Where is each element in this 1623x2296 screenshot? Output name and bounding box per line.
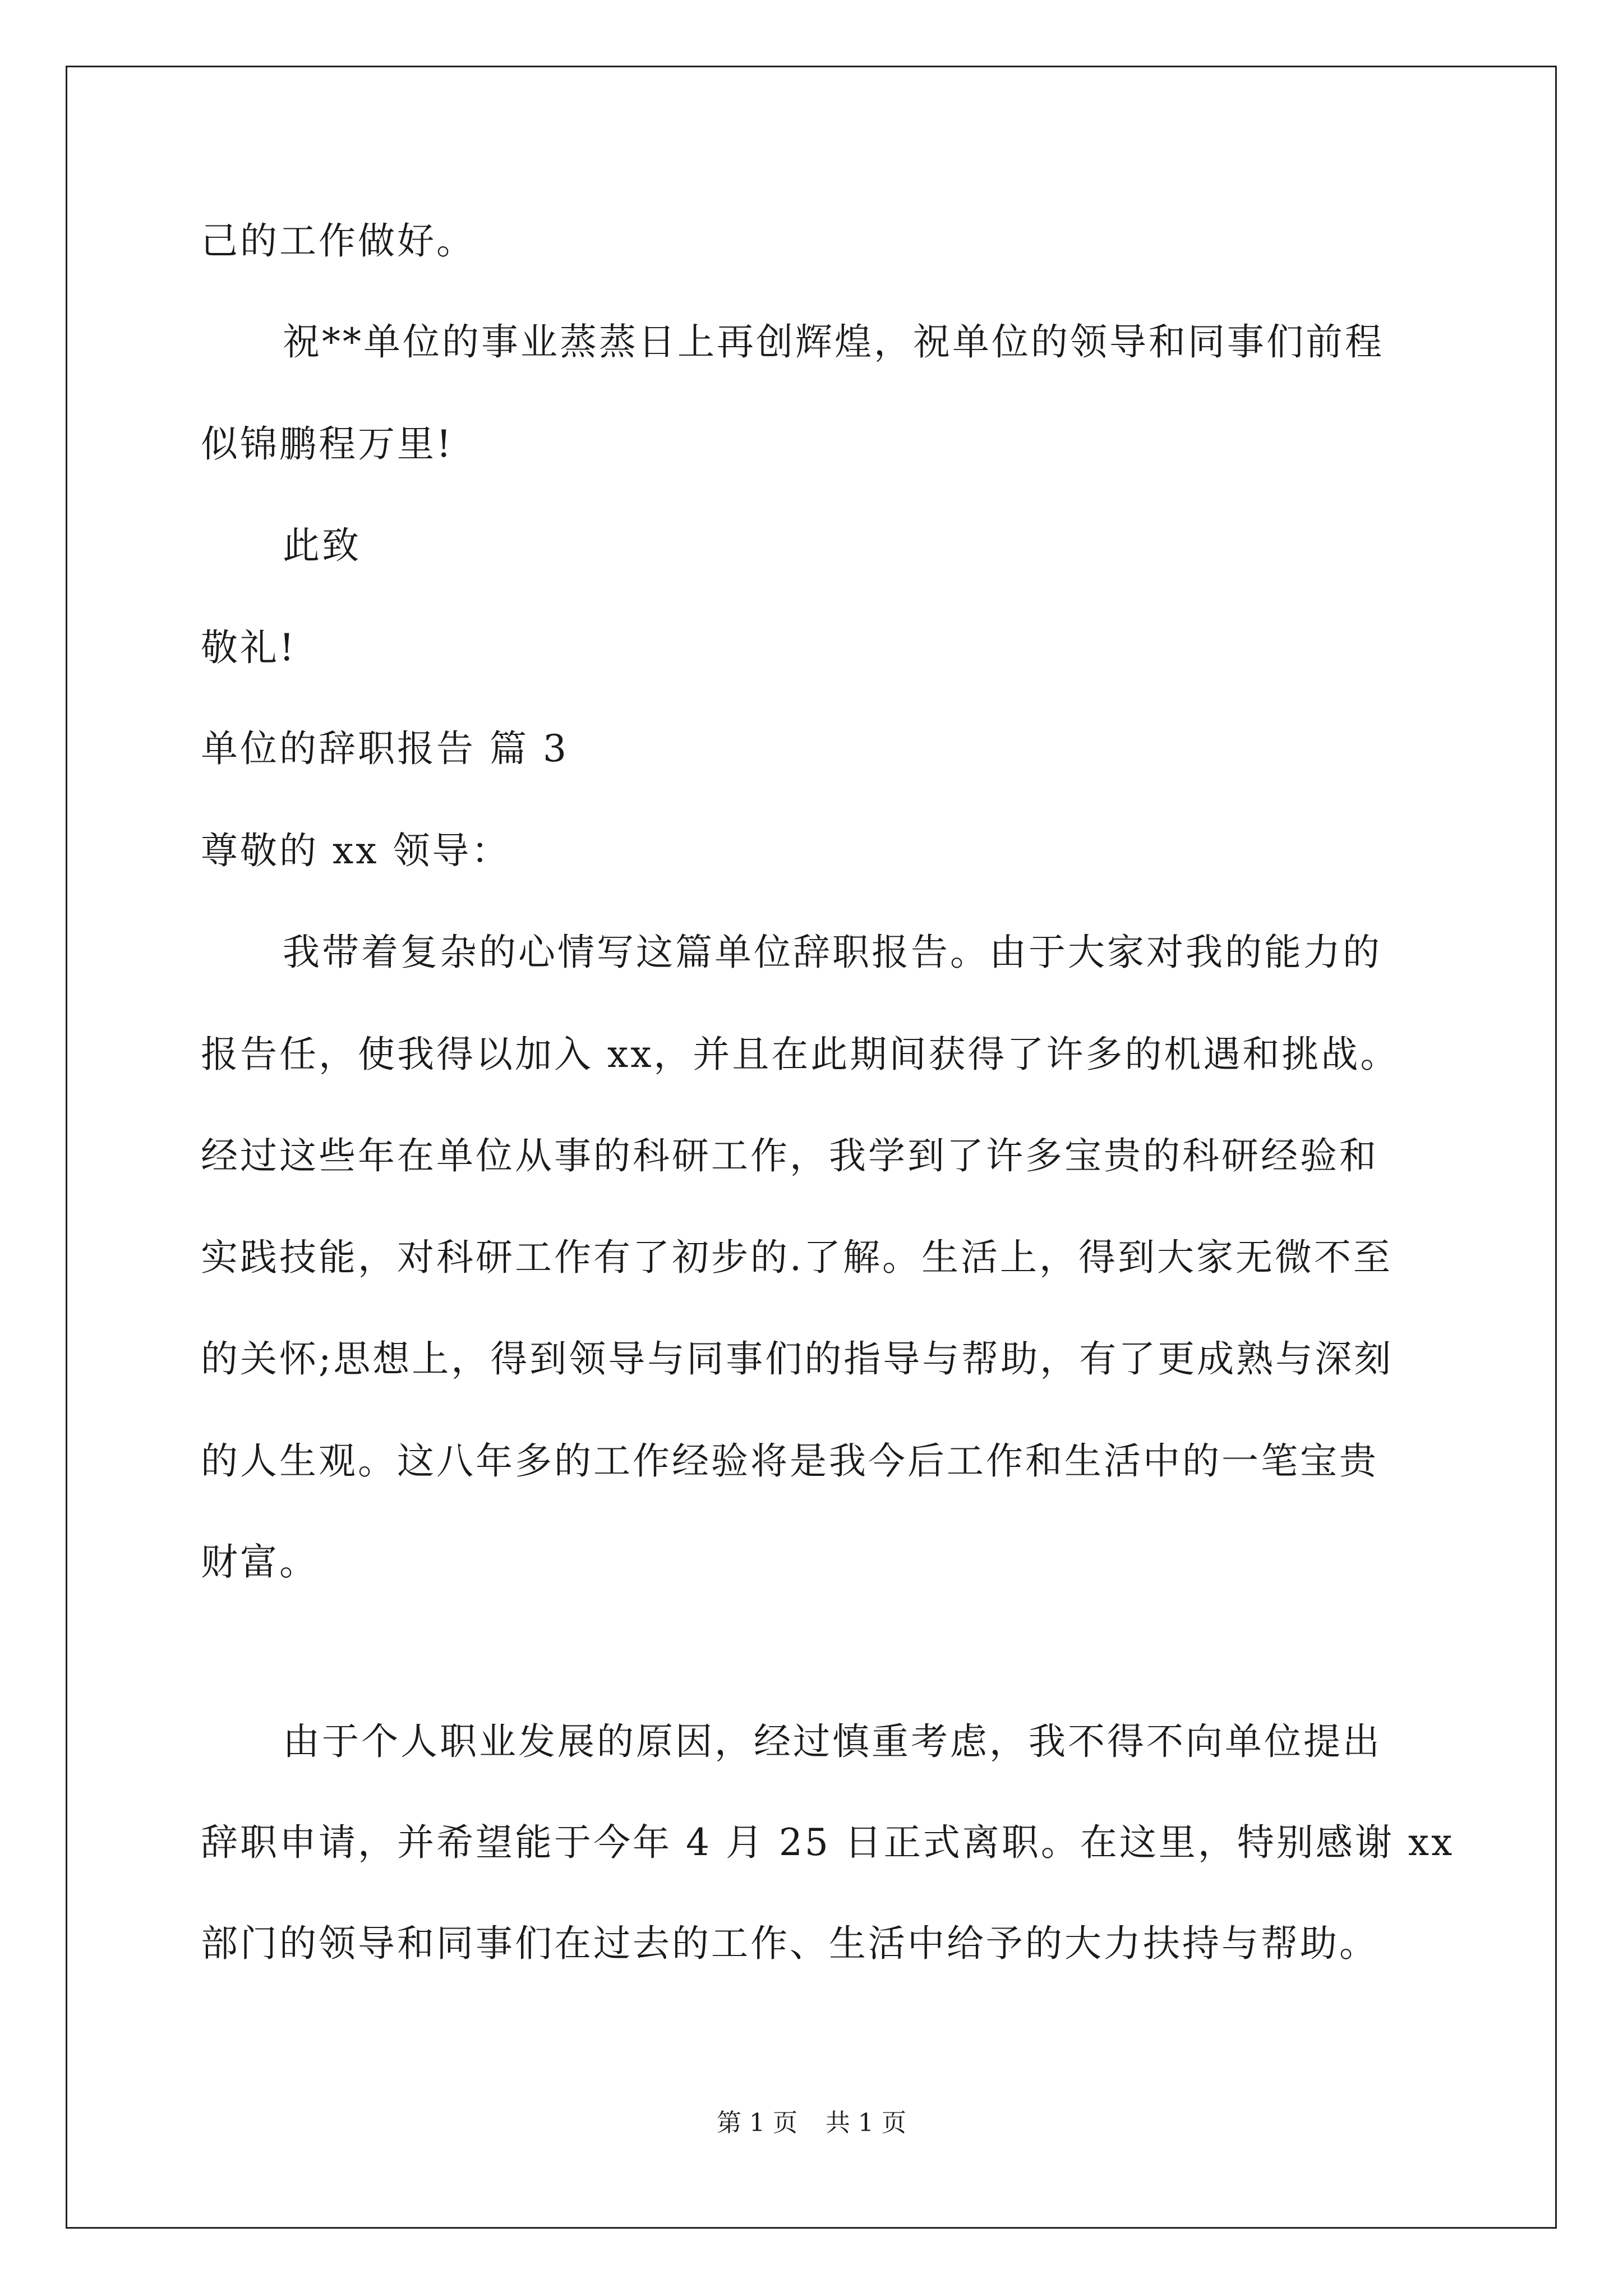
text-line: 部门的领导和同事们在过去的工作、生活中给予的大力扶持与帮助。 [201,1922,1378,1965]
section-heading: 单位的辞职报告 篇 3 [201,727,569,770]
text-line: 的人生观。这八年多的工作经验将是我今后工作和生活中的一笔宝贵 [201,1439,1378,1483]
text-line: 由于个人职业发展的原因，经过慎重考虑，我不得不向单位提出 [283,1720,1382,1763]
text-line: 似锦鹏程万里! [201,422,454,466]
text-line: 辞职申请，并希望能于今年 4 月 25 日正式离职。在这里，特别感谢 xx [201,1821,1455,1864]
text-line: 经过这些年在单位从事的科研工作，我学到了许多宝贵的科研经验和 [201,1134,1378,1177]
text-line: 此致 [283,524,361,567]
page-footer [0,2106,1623,2140]
text-line: 我带着复杂的心情写这篇单位辞职报告。由于大家对我的能力的 [283,931,1382,974]
text-line: 祝**单位的事业蒸蒸日上再创辉煌，祝单位的领导和同事们前程 [283,320,1384,364]
salutation: 尊敬的 xx 领导： [201,829,511,872]
text-line: 财富。 [201,1540,319,1584]
text-line: 己的工作做好。 [201,219,476,263]
text-line: 的关怀;思想上，得到领导与同事们的指导与帮助，有了更成熟与深刻 [201,1337,1394,1381]
text-line: 实践技能，对科研工作有了初步的.了解。生活上，得到大家无微不至 [201,1236,1393,1279]
page-number: 第 1 页 [717,2109,797,2137]
page-total: 共 1 页 [826,2109,906,2137]
text-line: 敬礼! [201,626,297,669]
text-line: 报告任，使我得以加入 xx，并且在此期间获得了许多的机遇和挑战。 [201,1033,1400,1076]
